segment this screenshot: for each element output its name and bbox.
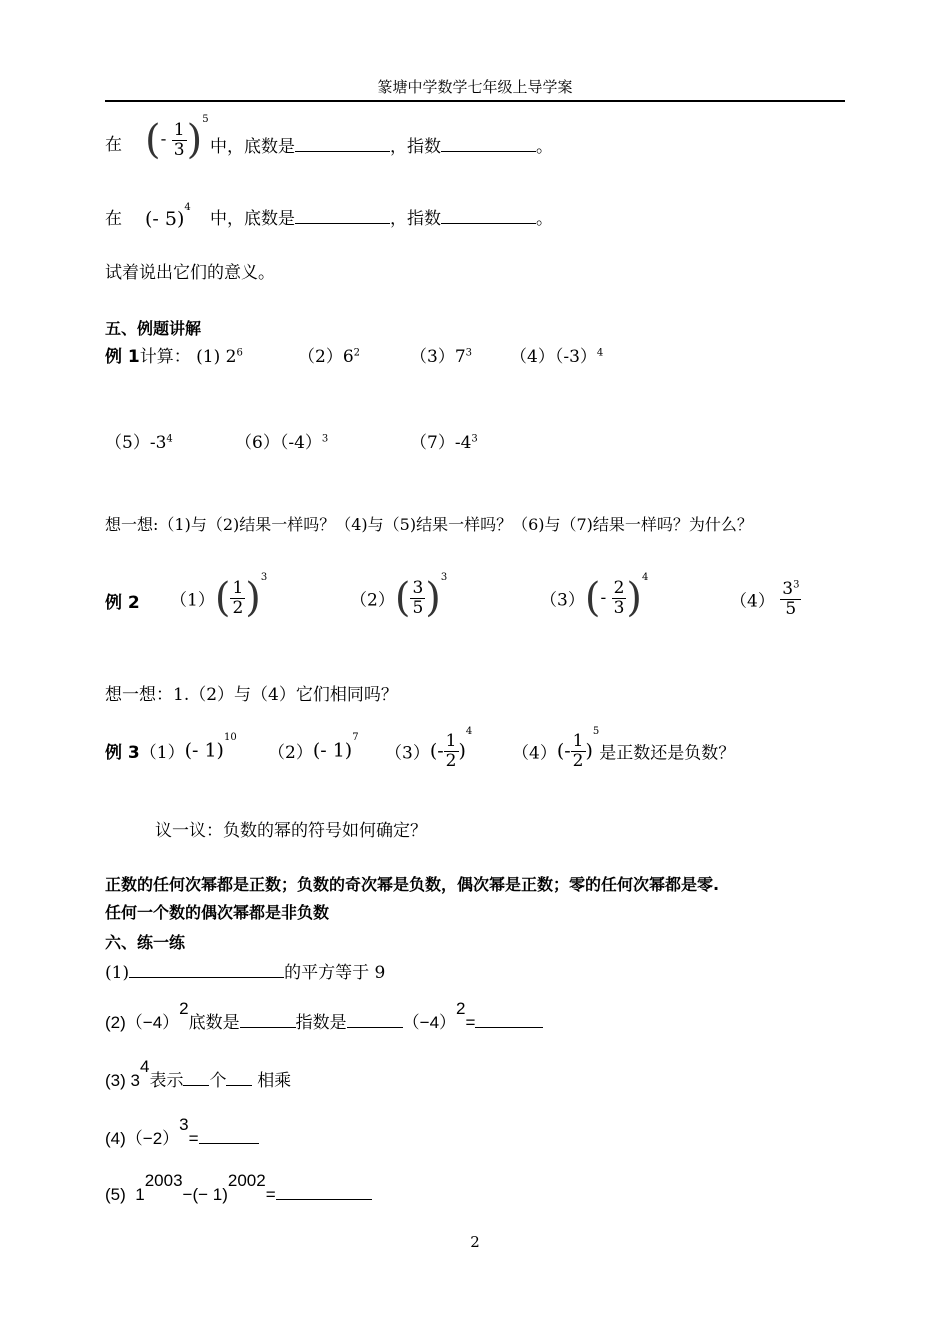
answer-blank[interactable] (295, 206, 390, 224)
base-prompt: 中，底数是 (210, 137, 295, 157)
answer-blank[interactable] (183, 1068, 209, 1086)
base: (- 5) (145, 208, 185, 230)
answer-blank[interactable] (475, 1010, 543, 1028)
period: 。 (536, 137, 553, 157)
example-3-item3: （3）(- $\frac{1}{2}$ )$^4$ (385, 726, 473, 771)
rule-1: 正数的任何次幂都是正数；负数的奇次幂是负数，偶次幂是正数；零的任何次幂都是零. (105, 875, 720, 894)
fraction (172, 121, 187, 159)
try-text: 试着说出它们的意义。 (105, 263, 275, 283)
exp-prompt: ，指数 (390, 137, 441, 157)
answer-blank[interactable] (276, 1182, 372, 1200)
denominator: 3 (173, 139, 185, 160)
example-1-item4: $(4)(-3)^4$ (510, 347, 604, 367)
answer-blank[interactable] (441, 134, 536, 152)
answer-blank[interactable] (295, 134, 390, 152)
example-1-item2: $(2)6^2$ (298, 347, 361, 367)
exp-prompt: ，指数 (390, 209, 441, 229)
paren-open: ( (145, 117, 161, 163)
question-a-text (210, 132, 553, 157)
example-3: 例 3（1）(- 1)$^{10}$ (105, 732, 237, 763)
numerator: 1 (173, 119, 185, 140)
example-1-row1: 例 1计算： (1) $2^6$ (105, 347, 243, 367)
answer-blank[interactable] (199, 1126, 259, 1144)
discuss-text: 议一议：负数的幂的符号如何确定？ (155, 821, 427, 841)
think-2: 想一想：1.（2）与（4）它们相同吗？ (105, 685, 398, 705)
exponent: 5 (202, 114, 209, 125)
practice-3: (3) 34表示 个 相乘 (105, 1057, 292, 1090)
example-2-item4: （4） $\frac{3^3}{5}$ (730, 579, 800, 619)
practice-5: (5) 12003−(− 1)2002= (105, 1182, 372, 1205)
example-label: 例 1 (105, 347, 140, 367)
question-a (105, 130, 122, 155)
section-6-title: 六、练一练 (105, 933, 186, 952)
compute-prefix: 计算： (139, 347, 191, 367)
power-expr-b (145, 202, 191, 230)
think-1: 想一想:（1)与（2)结果一样吗？（4)与（5)结果一样吗？（6)与（7)结果一样吗？为什么？ (105, 515, 753, 534)
page-header: 篆塘中学数学七年级上导学案 (105, 76, 845, 102)
example-1-item6: $(6)(-4)^3$ (235, 433, 329, 453)
practice-1: (1) 的平方等于 9 (105, 958, 385, 983)
practice-2: (2)（−4）2底数是 指数是 （−4）2= (105, 1008, 543, 1033)
question-b (105, 204, 122, 229)
example-2-label: 例 2 (105, 593, 140, 613)
answer-blank[interactable] (226, 1068, 252, 1086)
practice-4: (4)（−2）3= (105, 1124, 259, 1149)
zai-label: 在 (105, 135, 122, 155)
answer-blank[interactable] (347, 1010, 403, 1028)
example-3-item4: （4）(- $\frac{1}{2}$ )$^5$是正数还是负数？ (512, 726, 736, 771)
fraction-expr-a (145, 114, 209, 163)
example-1-item3: $(3)7^3$ (410, 347, 473, 367)
section-5-title: 五、例题讲解 (105, 319, 202, 338)
exponent: 4 (184, 202, 191, 213)
rule-2: 任何一个数的偶次幂都是非负数 (105, 903, 330, 922)
question-b-text (210, 204, 553, 229)
paren-close: ) (186, 117, 203, 163)
minus-sign: - (160, 129, 167, 150)
period: 。 (536, 209, 553, 229)
base-prompt: 中，底数是 (210, 209, 295, 229)
example-1-item7: $(7)-4^3$ (410, 433, 478, 453)
answer-blank[interactable] (240, 1010, 296, 1028)
example-2-item1: （1）( $\frac{1}{2}$ )$^3$ (170, 572, 268, 621)
answer-blank[interactable] (129, 960, 284, 978)
answer-blank[interactable] (441, 206, 536, 224)
page-number: 2 (470, 1233, 480, 1251)
zai-label: 在 (105, 209, 122, 229)
example-1-item5: $(5)-3^4$ (105, 433, 173, 453)
example-3-item2: （2）(- 1)$^7$ (268, 732, 359, 763)
example-2-item3: （3）(- $\frac{2}{3}$ )$^4$ (540, 572, 649, 621)
example-2-item2: （2）( $\frac{3}{5}$ )$^3$ (350, 572, 448, 621)
